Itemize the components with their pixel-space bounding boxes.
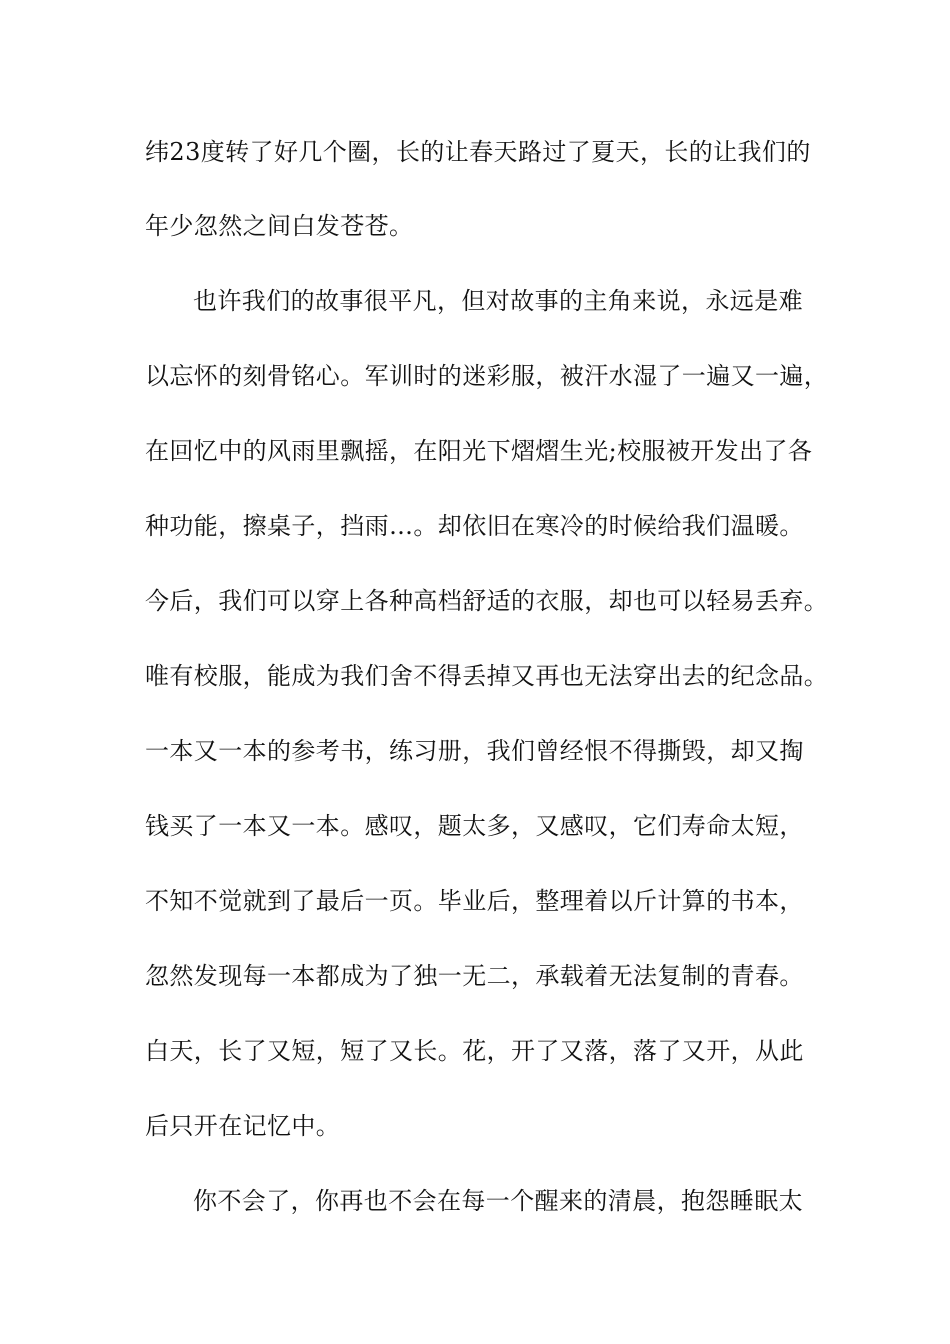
text-line: 年少忽然之间白发苍苍。 <box>145 212 414 240</box>
paragraph-first-line: 也许我们的故事很平凡，但对故事的主角来说，永远是难 <box>193 287 803 315</box>
text-line: 不知不觉就到了最后一页。毕业后，整理着以斤计算的书本， <box>145 887 804 915</box>
paragraph-first-line: 你不会了，你再也不会在每一个醒来的清晨，抱怨睡眠太 <box>193 1187 803 1215</box>
text-line: 忽然发现每一本都成为了独一无二，承载着无法复制的青春。 <box>145 962 804 990</box>
text-line: 后只开在记忆中。 <box>145 1112 341 1140</box>
text-line: 钱买了一本又一本。感叹，题太多，又感叹，它们寿命太短， <box>145 812 804 840</box>
text-line: 白天，长了又短，短了又长。花，开了又落，落了又开，从此 <box>145 1037 804 1065</box>
text-line: 一本又一本的参考书，练习册，我们曾经恨不得撕毁，却又掏 <box>145 737 804 765</box>
text-line: 以忘怀的刻骨铭心。军训时的迷彩服，被汗水湿了一遍又一遍， <box>145 362 829 390</box>
text-line: 种功能，擦桌子，挡雨…。却依旧在寒冷的时候给我们温暖。 <box>145 512 804 540</box>
text-line: 在回忆中的风雨里飘摇，在阳光下熠熠生光;校服被开发出了各 <box>145 437 813 465</box>
text-line: 纬23度转了好几个圈，长的让春天路过了夏天，长的让我们的 <box>145 138 811 166</box>
text-line: 唯有校服，能成为我们舍不得丢掉又再也无法穿出去的纪念品。 <box>145 662 829 690</box>
text-line: 今后，我们可以穿上各种高档舒适的衣服，却也可以轻易丢弃。 <box>145 587 829 615</box>
